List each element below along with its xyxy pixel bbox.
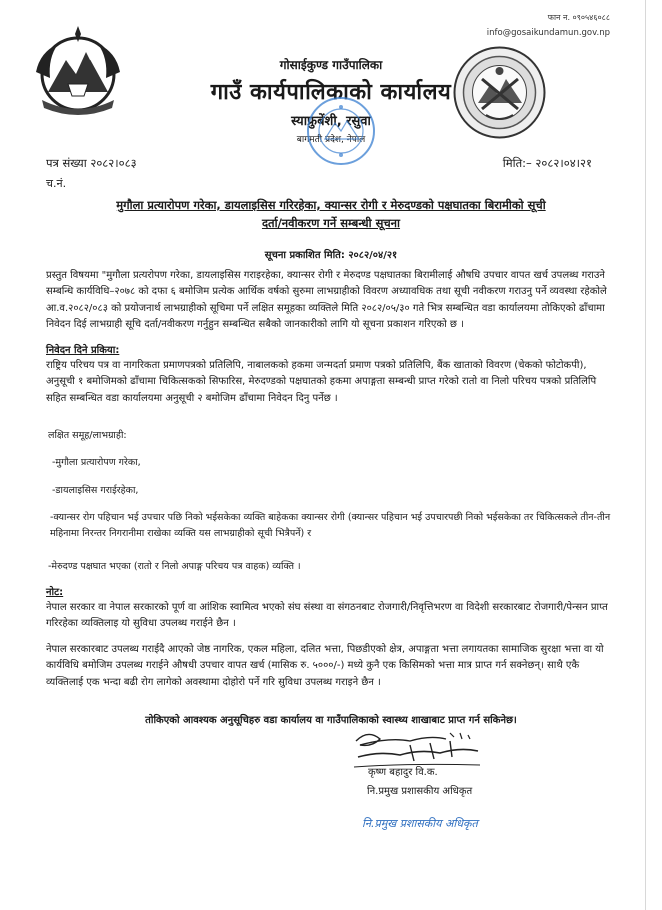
target-group-label: लक्षित समूह/लाभग्राही: [48, 430, 127, 441]
office-stamp-icon [305, 95, 377, 167]
notice-title-line2: दर्ता/नवीकरण गर्ने सम्बन्धी सूचना [261, 216, 401, 230]
signatory-name: कृष्ण बहादुर वि.क. [368, 767, 438, 778]
process-paragraph: राष्ट्रिय परिचय पत्र वा नागरिकता प्रमाणपत्रको प्रतिलिपि, नाबालकको हकमा जन्मदर्ता प्रमाण पत्रको प्रतिलिपि, बैंक खाताको विवरण (चेकको फोटोकपी), अनुसूची १ बमोजिमको ढाँचामा चिकित्सकको सिफारिस, मेरुदण्डको पक्षघातको हकमा अपाङ्गता सम्बन्धी प्राप्त गरेको रातो वा निलो परिचय पत्रको प्रतिलिपि सहित सम्बन्धित वडा कार्यालयमा अनुसूची २ बमोजिम ढाँचामा निवेदन दिनु पर्नेछ । [46, 360, 597, 404]
list-item: -मुगौला प्रत्यारोपण गरेका, [52, 457, 141, 468]
letter-date: मिति:– २०८२।०४।२१ [502, 156, 592, 170]
published-date: सूचना प्रकाशित मिति: २०८२/०४/२१ [264, 250, 398, 261]
province-name: बागमती प्रदेश, नेपाल [296, 135, 366, 145]
note-paragraph-2: नेपाल सरकारबाट उपलब्ध गराईदै आएको जेष्ठ नागरिक, एकल महिला, दलित भत्ता, पिछडीएको क्षेत्र, अपाङ्गता भत्ता लगायतका सामाजिक सुरक्षा भत्ता वा यो कार्यविधि बमोजिम उपलब्ध गराईने औषधी उपचार वापत खर्च (मासिक रु. ५०००/-) मध्ये कुनै एक किसिमको भत्ता मात्र प्राप्त गर्न सक्नेछन्। साथै एकै व्यक्तिलाई एक भन्दा बढी रोग लागेको अवस्थामा दोहोरो पर्ने गरि सुविधा उपलब्ध गराइने छैन । [46, 644, 604, 688]
designation-stamp: नि.प्रमुख प्रशासकीय अधिकृत [362, 817, 478, 830]
dispatch-number: च.नं. [46, 177, 67, 190]
notice-title-line1: मुगौला प्रत्यारोपण गरेका, डायलाइसिस गरिरहेका, क्यान्सर रोगी र मेरुदण्डको पक्षघातका बिरामीको सूची [116, 198, 546, 212]
email-address: info@gosaikundamun.gov.np [486, 28, 610, 38]
closing-statement: तोकिएको आवश्यक अनुसूचिहरु वडा कार्यालय वा गाउँपालिकाको स्वास्थ्य शाखाबाट प्राप्त गर्न सकिनेछ। [145, 715, 517, 726]
list-item: -क्यान्सर रोग पहिचान भई उपचार पछि निको भईसकेका व्यक्ति बाहेकका क्यान्सर रोगी (क्यान्सर पहिचान भई उपचारपछी निको भईसकेका तर चिकित्सकले तीन-तीन महिनामा निरन्तर निगरानीमा राखेका व्यक्ति यस लाभग्राहीको सूची भित्रैपर्ने) र [50, 512, 611, 540]
note-paragraph-1: नेपाल सरकार वा नेपाल सरकारको पूर्ण वा आंशिक स्वामित्व भएको संघ संस्था वा संगठनबाट रोजगारी/निवृत्तिभरण वा विदेशी सरकारबाट रोजगारी/पेन्सन प्राप्त गरिरहेका व्यक्तिलाइ यो सुविधा उपलब्ध गराईने छैन । [46, 602, 608, 630]
notice-title [44, 196, 618, 232]
note-heading: नोट: [46, 587, 64, 598]
reference-number: पत्र संख्या २०८२।०८३ [46, 156, 137, 170]
municipality-name: गोसाईकुण्ड गाउँपालिका [279, 58, 383, 72]
list-item: -मेरुदण्ड पक्षघात भएका (रातो र निलो अपाङ्ग परिचय पत्र वाहक) व्यक्ति । [48, 561, 301, 572]
process-heading: निवेदन दिने प्रकिया: [46, 345, 120, 356]
office-name: गाउँ कार्यपालिकाको कार्यालय [210, 80, 452, 105]
phone-number: फान न. ०९०५४६०८८ [547, 13, 610, 22]
office-location: स्याफ्रुबेंशी, रसुवा [291, 114, 371, 129]
list-item: -डायलाइसिस गराईरहेका, [52, 485, 139, 496]
signatory-title: नि.प्रमुख प्रशासकीय अधिकृत [367, 786, 473, 797]
intro-paragraph: प्रस्तुत विषयमा "मुगौला प्रत्यरोपण गरेका, डायलाइसिस गराइरहेका, क्यान्सर रोगी र मेरुदण्ड पक्षघातका बिरामीलाई औषधि उपचार वापत खर्च उपलब्ध गराउने सम्बन्धि कार्यविधि–२०७८ को दफा ६ बमोजिम प्रत्येक आर्थिक वर्षको सुरुमा लाभग्राहीको विवरण अध्यावधिक तथा सूची नवीकरण गराउनु पर्ने व्यवस्था रहेकोले आ.व.२०८२/०८३ को प्रयोजनार्थ लाभग्राहीको सूचिमा पर्ने लक्षित समूहका व्यक्तिले मिति २०८२/०५/३० गते भित्र सम्बन्धित वडा कार्यालयमा तोकिएको ढाँचामा निवेदन दिई लाभग्राही सूचि दर्ता/नवीकरण गर्नुहुन सम्बन्धित सबैको जानकारीको लागि यो सूचना प्रकाशन गरिएको छ । [46, 270, 607, 331]
